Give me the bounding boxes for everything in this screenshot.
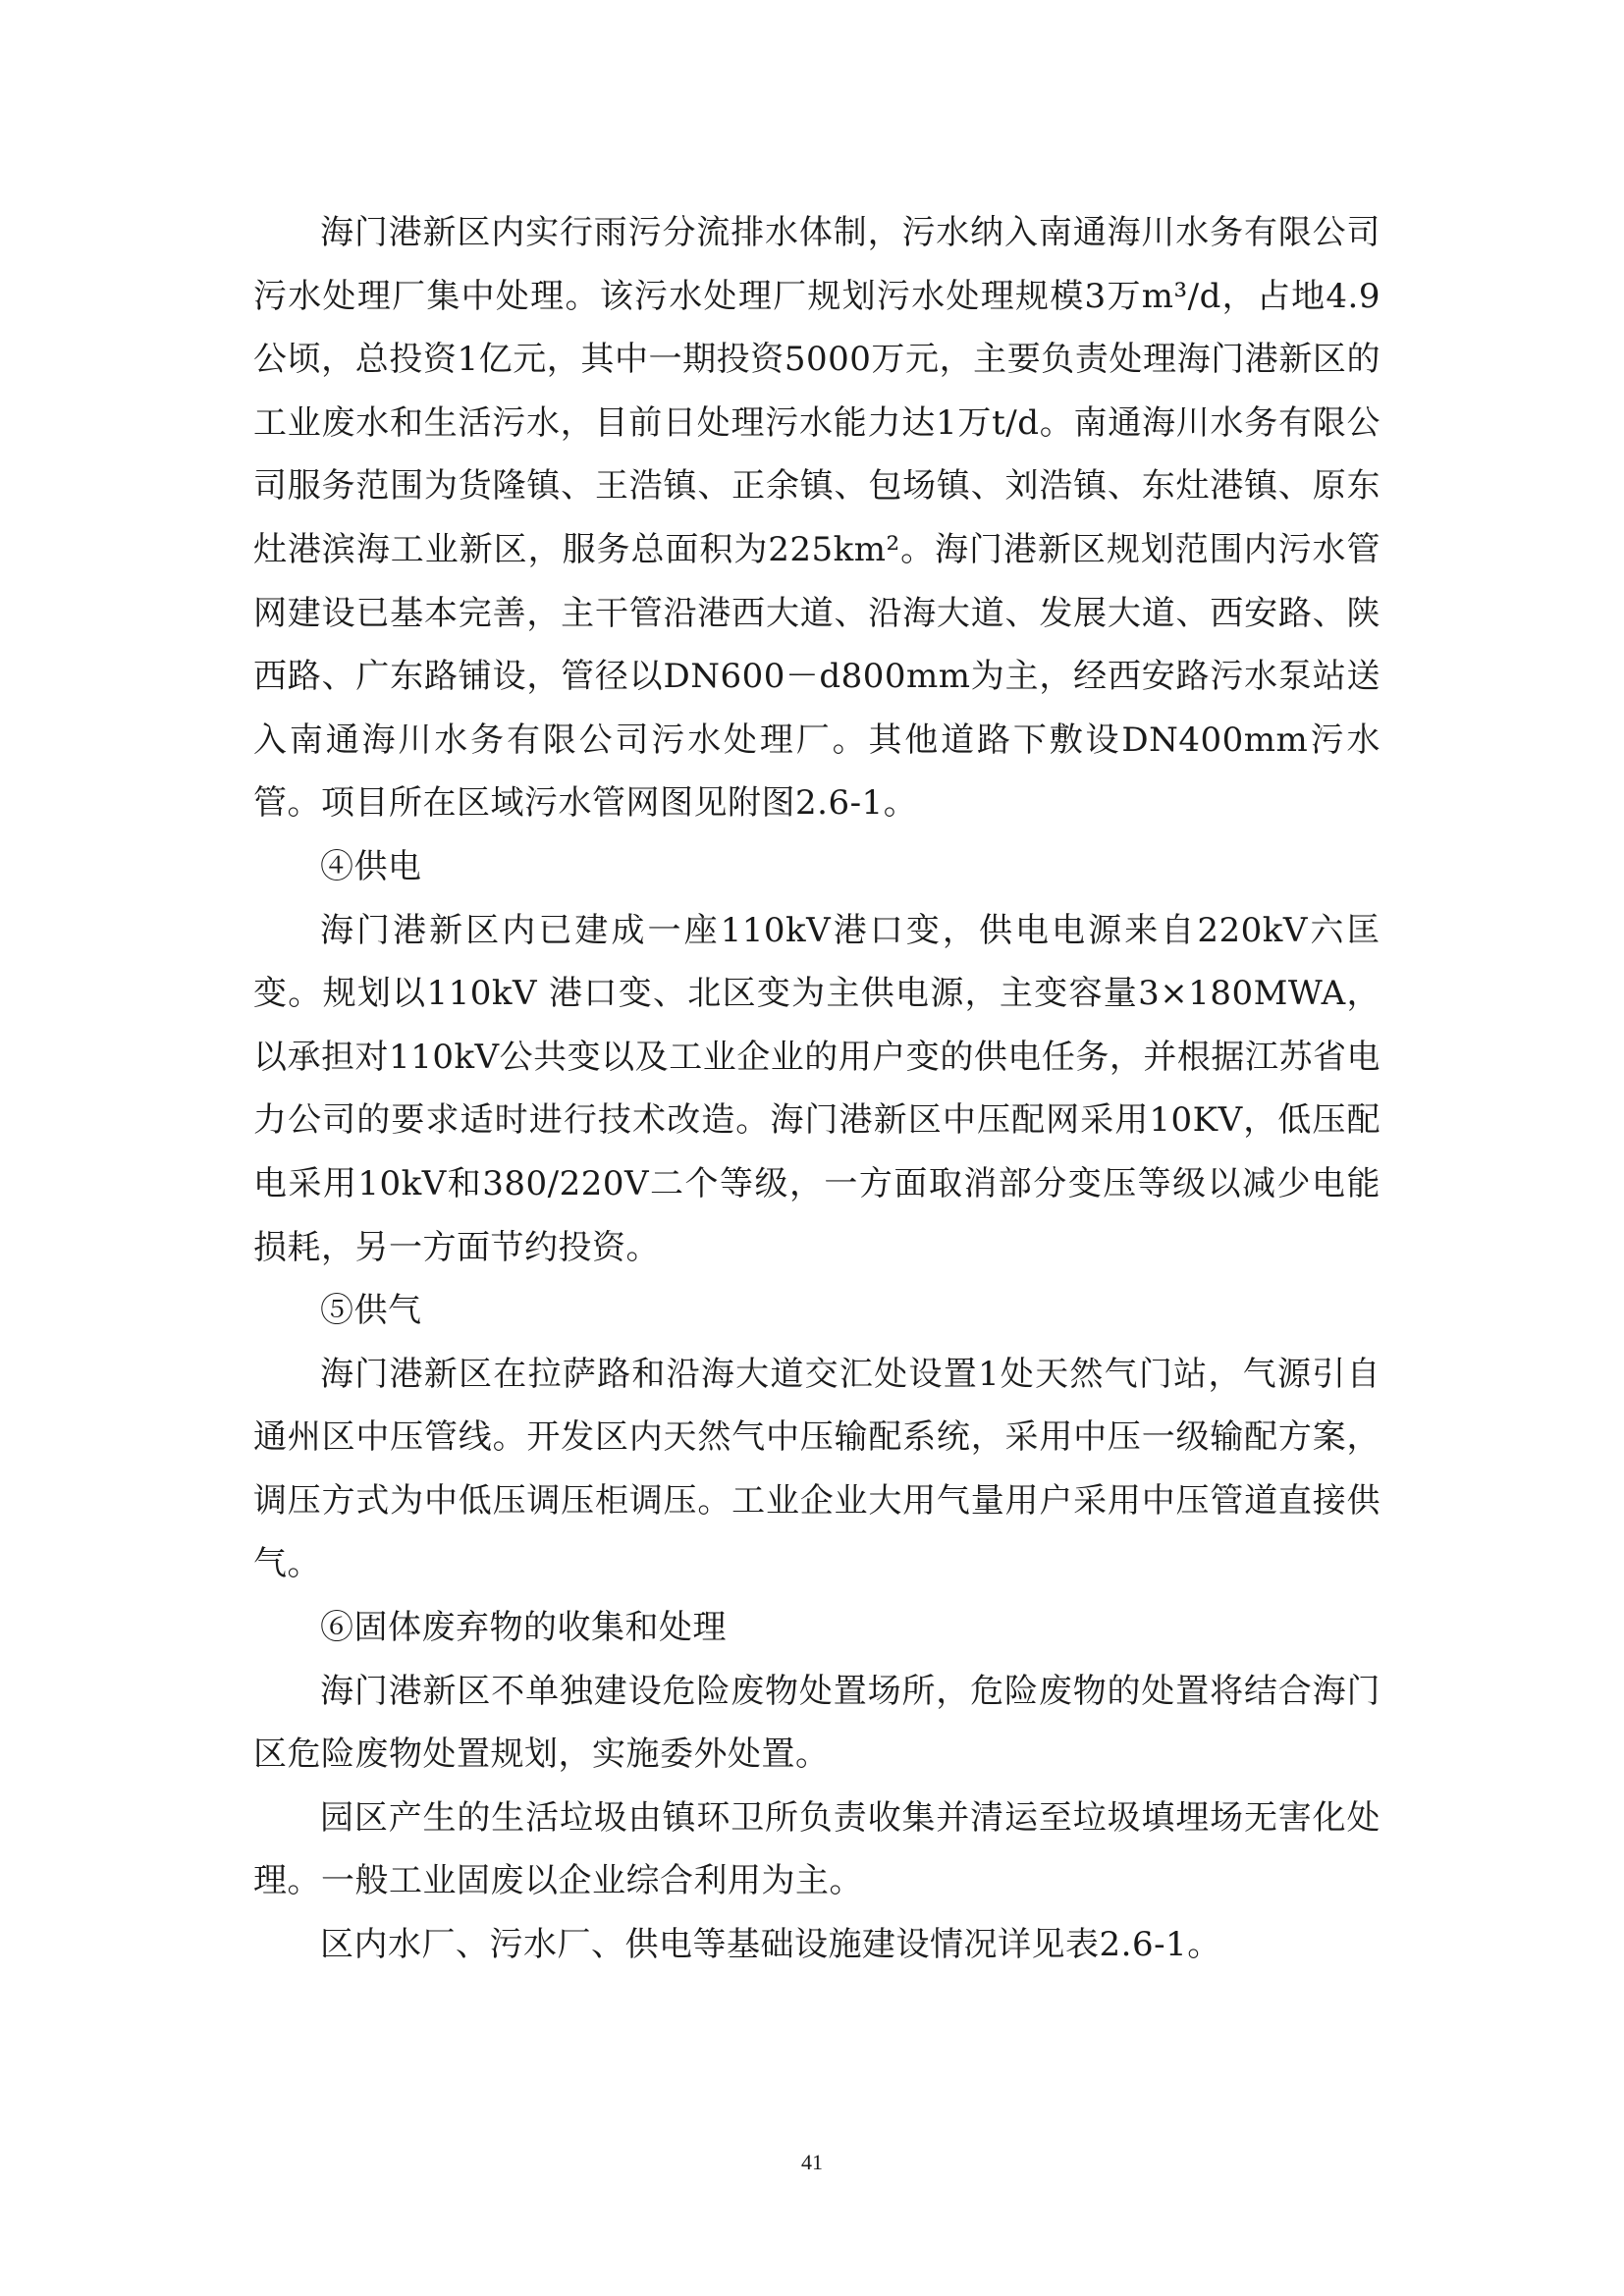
heading-solid-waste: ⑥固体废弃物的收集和处理 xyxy=(320,1608,727,1648)
page-body xyxy=(253,201,1380,1977)
paragraph-gas-supply: 海门港新区在拉萨路和沿海大道交汇处设置1处天然气门站，气源引自通州区中压管线。开发区内天然气中压输配系统，采用中压一级输配方案，调压方式为中低压调压柜调压。工业企业大用气量用户采用中压管道直接供气。 xyxy=(253,1354,1380,1584)
heading-power-supply: ④供电 xyxy=(320,846,422,886)
paragraph-sewage: 海门港新区内实行雨污分流排水体制，污水纳入南通海川水务有限公司污水处理厂集中处理。该污水处理厂规划污水处理规模3万m³/d，占地4.9公顷，总投资1亿元，其中一期投资5000万元，主要负责处理海门港新区的工业废水和生活污水，目前日处理污水能力达1万t/d。南通海川水务有限公司服务范围为货隆镇、王浩镇、正余镇、包场镇、刘浩镇、东灶港镇、原东灶港滨海工业新区，服务总面积为225km²。海门港新区规划范围内污水管网建设已基本完善，主干管沿港西大道、沿海大道、发展大道、西安路、陕西路、广东路铺设，管径以DN600－d800mm为主，经西安路污水泵站送入南通海川水务有限公司污水处理厂。其他道路下敷设DN400mm污水管。项目所在区域污水管网图见附图2.6-1。 xyxy=(253,213,1380,824)
page-number: 41 xyxy=(801,2150,823,2174)
paragraph-infrastructure-table: 区内水厂、污水厂、供电等基础设施建设情况详见表2.6-1。 xyxy=(320,1925,1221,1965)
heading-gas-supply: ⑤供气 xyxy=(320,1291,422,1331)
paragraph-hazardous-waste: 海门港新区不单独建设危险废物处置场所，危险废物的处置将结合海门区危险废物处置规划，实施委外处置。 xyxy=(253,1671,1380,1775)
paragraph-power-supply: 海门港新区内已建成一座110kV港口变，供电电源来自220kV六匡变。规划以110kV 港口变、北区变为主供电源，主变容量3×180MWA，以承担对110kV公共变以及工业企业的用户变的供电任务，并根据江苏省电力公司的要求适时进行技术改造。海门港新区中压配网采用10KV，低压配电采用10kV和380/220V二个等级，一方面取消部分变压等级以减少电能损耗，另一方面节约投资。 xyxy=(253,910,1380,1267)
paragraph-domestic-waste: 园区产生的生活垃圾由镇环卫所负责收集并清运至垃圾填埋场无害化处理。一般工业固废以企业综合利用为主。 xyxy=(253,1797,1380,1901)
